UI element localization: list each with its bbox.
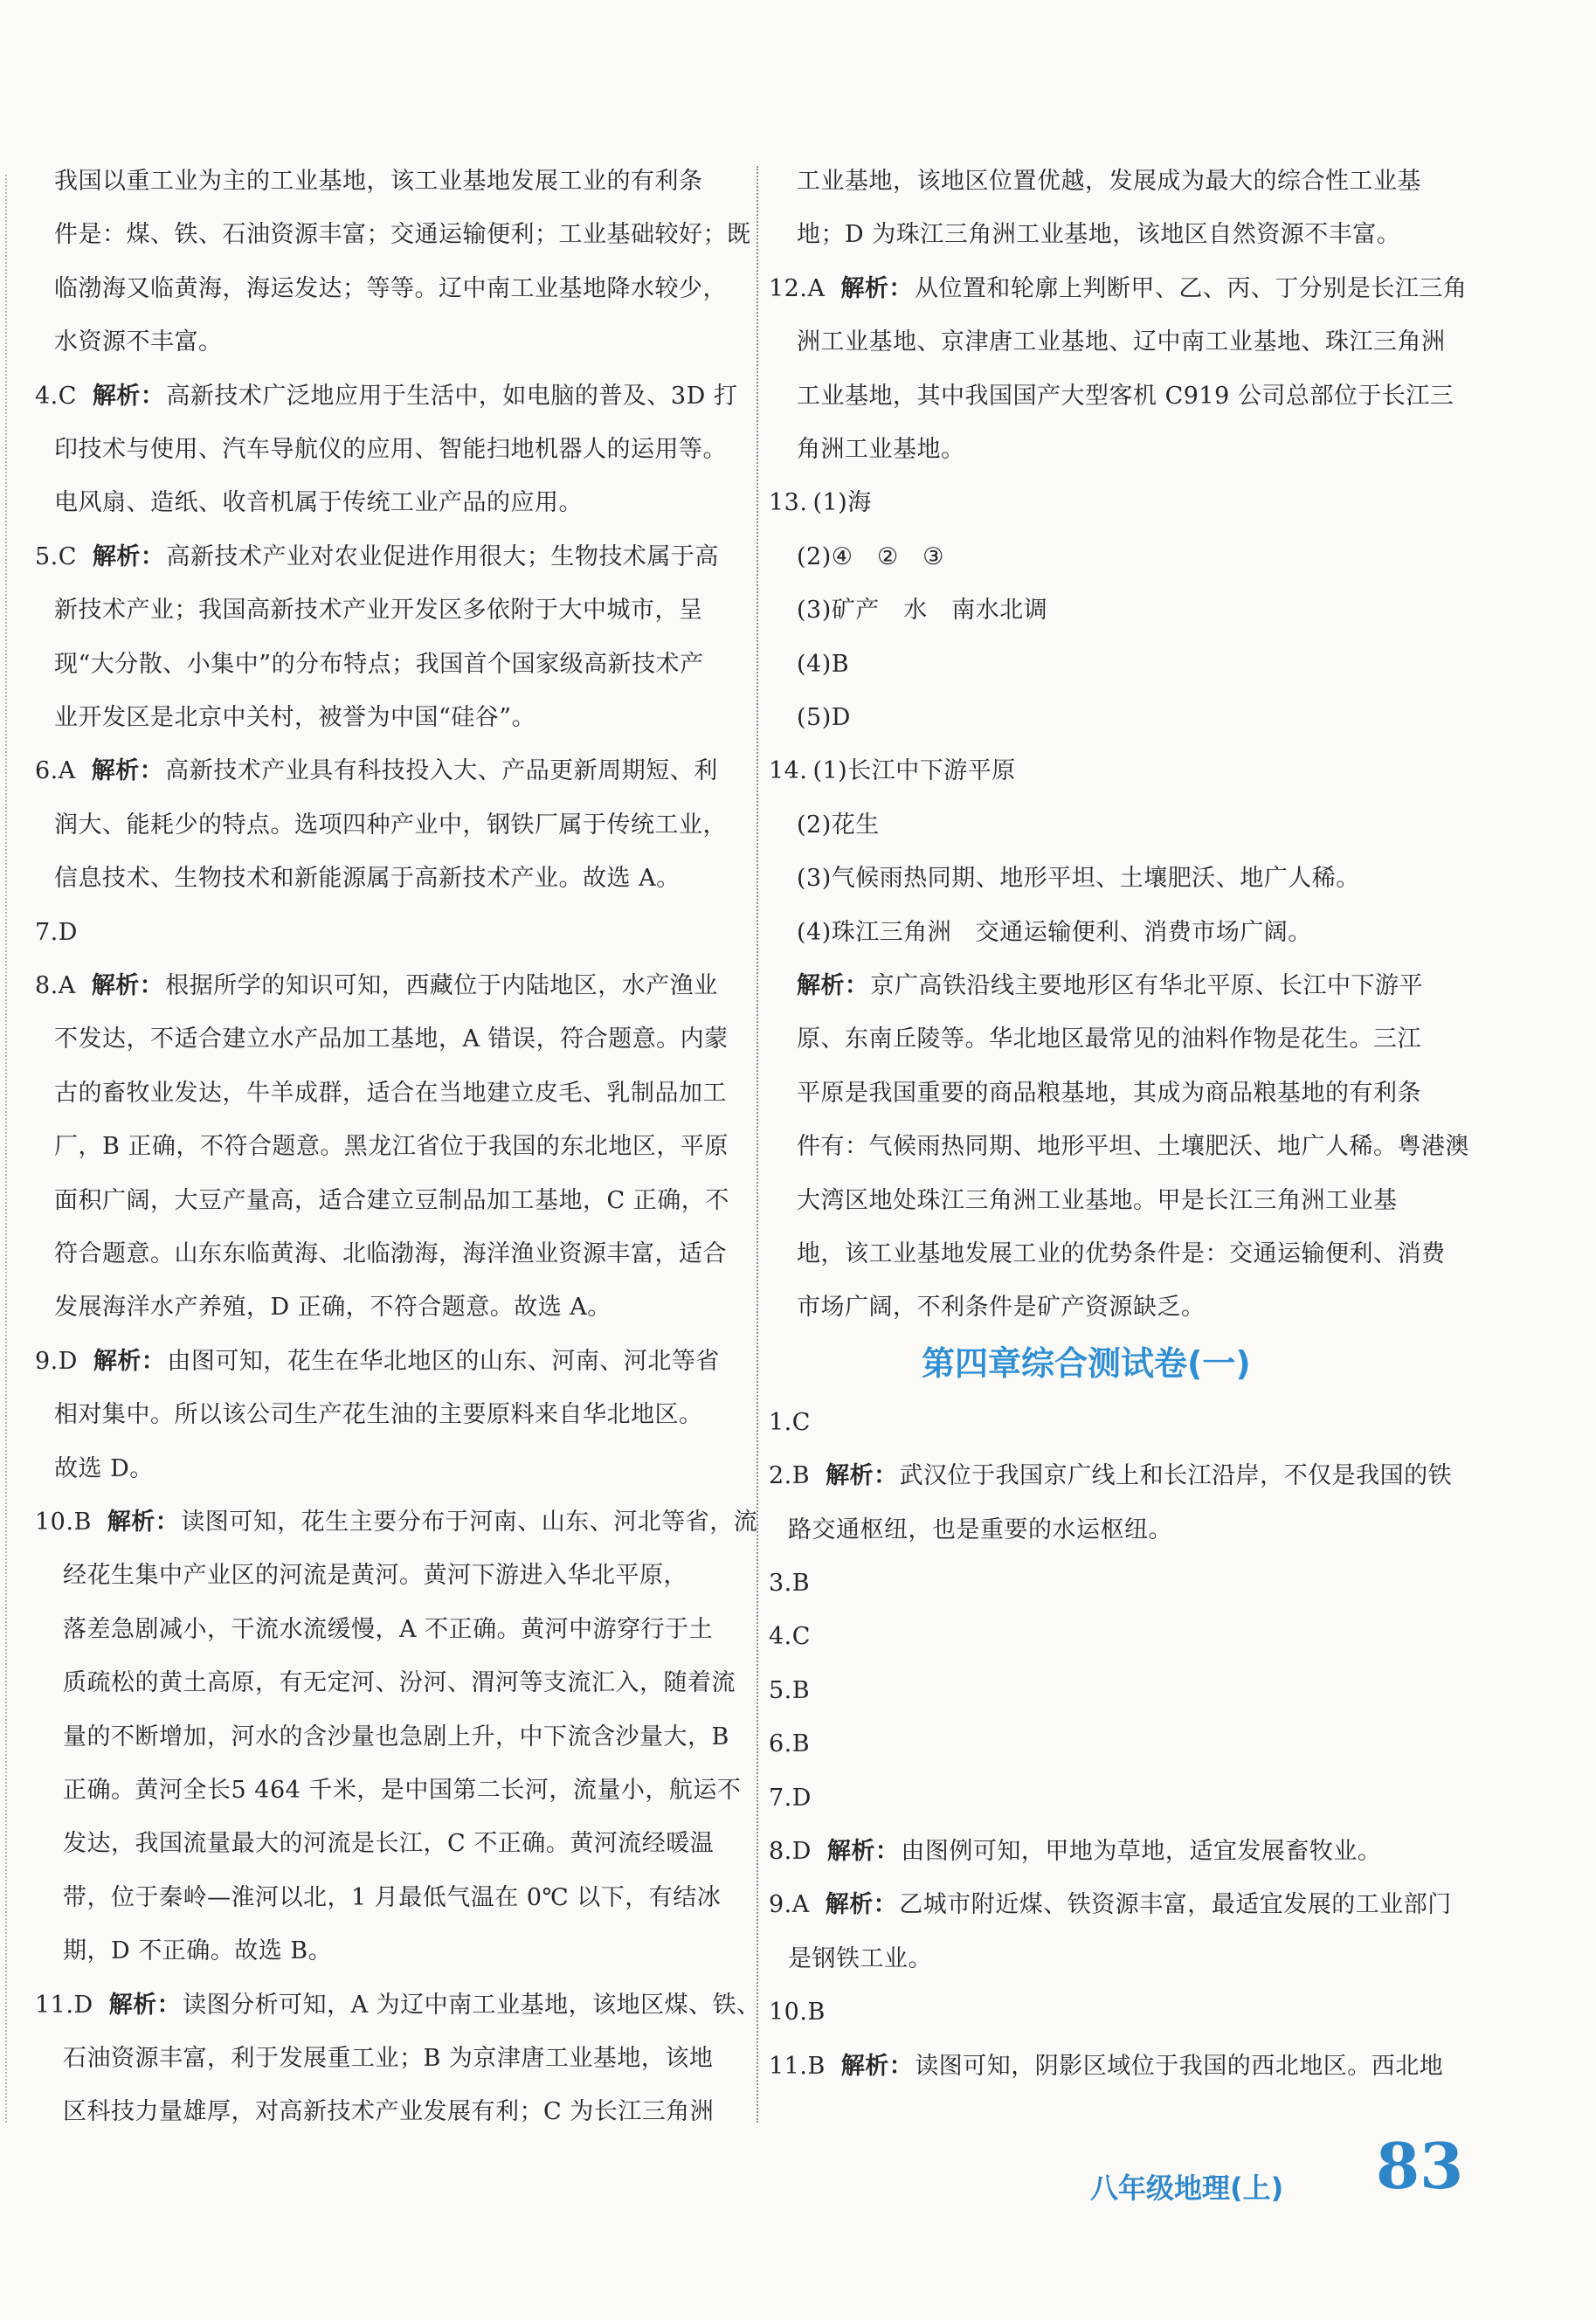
answer-line <box>63 1934 332 1969</box>
question-number: 6.A <box>35 757 76 785</box>
answer-item <box>769 1834 1381 1869</box>
answer-text: 发达，我国流量最大的河流是长江，C 不正确。黄河流经暖温 <box>63 1830 715 1858</box>
answer-line <box>54 1452 154 1487</box>
answer-text: (1)长江中下游平原 <box>812 757 1016 785</box>
answer-text: 大湾区地处珠江三角洲工业基地。甲是长江三角洲工业基 <box>797 1186 1398 1214</box>
answer-text: 平原是我国重要的商品粮基地，其成为商品粮基地的有利条 <box>797 1079 1421 1107</box>
answer-line <box>797 1290 1206 1325</box>
analysis-label: 解析： <box>826 1838 900 1865</box>
answer-item <box>35 379 737 414</box>
answer-line <box>63 1612 713 1647</box>
answer-line <box>797 647 849 682</box>
answer-text: 乙城市附近煤、铁资源丰富，最适宜发展的工业部门 <box>899 1891 1452 1919</box>
answer-text: (2)④ ② ③ <box>797 542 944 570</box>
answer-line <box>797 218 1400 252</box>
answer-line <box>54 1129 729 1164</box>
answer-line <box>54 1184 729 1219</box>
answer-line <box>788 1942 932 1977</box>
answer-text: 由图例可知，甲地为草地，适宜发展畜牧业。 <box>901 1838 1382 1865</box>
answer-text: (4)B <box>797 650 850 678</box>
answer-text: 洲工业基地、京津唐工业基地、辽中南工业基地、珠江三角洲 <box>797 328 1446 356</box>
question-number: 1.C <box>769 1408 811 1436</box>
answer-item <box>769 1405 811 1440</box>
answer-text: 从位置和轮廓上判断甲、乙、丙、丁分别是长江三角 <box>914 274 1468 302</box>
answer-text: (3)矿产 水 南水北调 <box>797 597 1048 625</box>
answer-line <box>797 540 944 575</box>
answer-line <box>54 808 727 843</box>
analysis-label: 解析： <box>826 1462 898 1490</box>
footer-grade-subject: 八年级地理(上) <box>1090 2172 1284 2205</box>
analysis-label: 解析： <box>92 382 165 410</box>
question-number: 11.B <box>769 2052 826 2080</box>
answer-text: 高新技术产业具有科技投入大、产品更新周期短、利 <box>165 757 718 785</box>
answer-line <box>54 1076 727 1111</box>
answer-text: 根据所学的知识可知，西藏位于内陆地区，水产渔业 <box>165 972 718 999</box>
answer-text: 原、东南丘陵等。华北地区最常见的油料作物是花生。三江 <box>797 1025 1421 1053</box>
answer-line <box>54 1022 729 1057</box>
answer-text: 件是：煤、铁、石油资源丰富；交通运输便利；工业基础较好；既 <box>54 221 751 249</box>
answer-text: 高新技术广泛地应用于生活中，如电脑的普及、3D 打 <box>166 382 738 410</box>
answer-text: 面积广阔，大豆产量高，适合建立豆制品加工基地，C 正确，不 <box>54 1186 729 1214</box>
answer-text: 石油资源丰富，利于发展重工业；B 为京津唐工业基地，该地 <box>63 2045 714 2072</box>
answer-line <box>54 1290 611 1325</box>
answer-text: 质疏松的黄土高原，有无定河、汾河、渭河等支流汇入，随着流 <box>63 1669 736 1697</box>
answer-line <box>797 432 965 467</box>
answer-text: 读图可知，阴影区域位于我国的西北地区。西北地 <box>915 2052 1444 2080</box>
answer-line <box>797 808 880 843</box>
question-number: 7.D <box>35 918 78 946</box>
answer-text: 由图可知，花生在华北地区的山东、河南、河北等省 <box>167 1347 720 1375</box>
answer-line <box>54 1398 703 1433</box>
answer-line <box>797 1129 1469 1164</box>
question-number: 8.D <box>769 1838 812 1865</box>
analysis-label: 解析： <box>797 972 869 999</box>
answer-item <box>769 1995 826 2030</box>
answer-item <box>769 1888 1452 1923</box>
answer-line <box>797 379 1454 414</box>
answer-text: 期，D 不正确。故选 B。 <box>63 1937 333 1965</box>
answer-text: 带，位于秦岭—淮河以北，1 月最低气温在 0℃ 以下，有结冰 <box>63 1883 722 1911</box>
analysis-label: 解析： <box>108 1991 182 2019</box>
analysis-label: 解析： <box>840 274 913 302</box>
answer-text: 符合题意。山东东临黄海、北临渤海，海洋渔业资源丰富，适合 <box>54 1240 727 1267</box>
question-number: 5.C <box>35 542 77 570</box>
answer-text: 我国以重工业为主的工业基地，该工业基地发展工业的有利条 <box>54 168 703 195</box>
answer-item <box>35 1505 757 1540</box>
answer-text: 工业基地，该地区位置优越，发展成为最大的综合性工业基 <box>797 168 1421 195</box>
answer-line <box>797 915 1312 950</box>
analysis-label: 解析： <box>825 1891 898 1919</box>
answer-text: 是钢铁工业。 <box>788 1944 932 1972</box>
answer-text: 新技术产业；我国高新技术产业开发区多依附于大中城市，呈 <box>54 597 703 625</box>
answer-item <box>769 486 872 521</box>
analysis-label: 解析： <box>840 2052 914 2080</box>
answer-item <box>35 1988 761 2023</box>
question-number: 6.B <box>769 1730 811 1758</box>
answer-item <box>769 2049 1443 2084</box>
question-number: 4.C <box>35 382 77 410</box>
answer-item <box>769 1459 1452 1494</box>
question-number: 8.A <box>35 972 76 999</box>
answer-text: 发展海洋水产养殖，D 正确，不符合题意。故选 A。 <box>54 1294 611 1322</box>
answer-item <box>35 969 718 1004</box>
answer-line <box>54 593 703 628</box>
answer-item <box>35 915 78 950</box>
answer-text: 电风扇、造纸、收音机属于传统工业产品的应用。 <box>54 489 583 517</box>
analysis-label: 解析： <box>91 972 164 999</box>
answer-line <box>63 2095 714 2130</box>
answer-text: 京广高铁沿线主要地形区有华北平原、长江中下游平 <box>870 972 1423 999</box>
answer-line <box>797 164 1421 199</box>
answer-text: 故选 D。 <box>54 1454 154 1482</box>
answer-text: (4)珠江三角洲 交通运输便利、消费市场广阔。 <box>797 918 1312 946</box>
question-number: 12.A <box>769 274 826 302</box>
question-number: 10.B <box>35 1509 92 1536</box>
answer-text: 正确。黄河全长5 464 千米，是中国第二长河，流量小，航运不 <box>63 1777 742 1804</box>
answer-line <box>54 432 727 467</box>
answer-item <box>769 1674 810 1709</box>
answer-line <box>54 325 223 360</box>
answer-line <box>63 1826 714 1861</box>
page-number: 83 <box>1376 2129 1464 2203</box>
answer-text: (1)海 <box>812 489 872 517</box>
answer-item <box>769 1619 811 1654</box>
answer-line <box>797 1022 1421 1057</box>
answer-text: 量的不断增加，河水的含沙量也急剧上升，中下流含沙量大，B <box>63 1723 729 1750</box>
answer-item <box>35 754 718 789</box>
answer-item <box>769 1781 812 1816</box>
answer-text: (3)气候雨热同期、地形平坦、土壤肥沃、地广人稀。 <box>797 865 1360 893</box>
answer-line <box>54 164 703 199</box>
analysis-label: 解析： <box>92 542 165 570</box>
answer-line <box>63 2041 713 2076</box>
answer-text: 路交通枢纽，也是重要的水运枢纽。 <box>788 1516 1172 1543</box>
answer-text: 水资源不丰富。 <box>54 328 223 356</box>
answer-text: 印技术与使用、汽车导航仪的应用、智能扫地机器人的运用等。 <box>54 436 727 463</box>
answer-line <box>54 861 681 896</box>
answer-text: 现“大分散、小集中”的分布特点；我国首个国家级高新技术产 <box>54 650 704 678</box>
answer-text: 读图分析可知，A 为辽中南工业基地，该地区煤、铁、 <box>183 1991 761 2019</box>
answer-text: 落差急剧减小，干流水流缓慢，A 不正确。黄河中游穿行于土 <box>63 1615 714 1643</box>
answer-line <box>54 701 535 735</box>
answer-text: 高新技术产业对农业促进作用很大；生物技术属于高 <box>166 542 719 570</box>
answer-line <box>797 1184 1398 1219</box>
analysis-label: 解析： <box>91 757 164 785</box>
question-number: 3.B <box>769 1570 811 1597</box>
analysis-label: 解析： <box>93 1347 166 1375</box>
answer-item <box>35 540 719 575</box>
answer-line <box>63 1720 729 1755</box>
answer-line <box>63 1773 741 1808</box>
answer-text: 相对集中。所以该公司生产花生油的主要原料来自华北地区。 <box>54 1401 703 1429</box>
question-number: 7.D <box>769 1784 812 1812</box>
answer-line <box>63 1558 687 1593</box>
answer-text: 地；D 为珠江三角洲工业基地，该地区自然资源不丰富。 <box>797 221 1401 249</box>
answer-line <box>797 1076 1421 1111</box>
question-number: 4.C <box>769 1623 811 1651</box>
answer-line <box>54 486 583 521</box>
answer-text: (2)花生 <box>797 811 880 839</box>
answer-item <box>769 1727 810 1762</box>
answer-text: 不发达，不适合建立水产品加工基地，A 错误，符合题意。内蒙 <box>54 1025 729 1053</box>
question-number: 11.D <box>35 1991 93 2019</box>
answer-item <box>769 272 1467 307</box>
answer-line <box>788 1513 1172 1548</box>
answer-item <box>35 1344 720 1379</box>
margin-rule <box>5 175 7 2123</box>
answer-line <box>54 647 704 682</box>
answer-text: 读图可知，花生主要分布于河南、山东、河北等省，流 <box>181 1509 758 1536</box>
answer-line <box>63 1881 721 1916</box>
answer-line <box>797 861 1360 896</box>
answer-text: 市场广阔，不利条件是矿产资源缺乏。 <box>797 1294 1206 1322</box>
answer-item <box>769 754 1016 789</box>
answer-text: 古的畜牧业发达，牛羊成群，适合在当地建立皮毛、乳制品加工 <box>54 1079 727 1107</box>
answer-text: 临渤海又临黄海，海运发达；等等。辽中南工业基地降水较少， <box>54 274 727 302</box>
question-number: 9.A <box>769 1891 810 1919</box>
section-title: 第四章综合测试卷(一) <box>922 1343 1251 1383</box>
answer-text: 业开发区是北京中关村，被誉为中国“硅谷”。 <box>54 704 536 731</box>
answer-text: 厂，B 正确，不符合题意。黑龙江省位于我国的东北地区，平原 <box>54 1133 729 1161</box>
answer-text: 地，该工业基地发展工业的优势条件是：交通运输便利、消费 <box>797 1240 1446 1267</box>
answer-text: 经花生集中产业区的河流是黄河。黄河下游进入华北平原， <box>63 1562 687 1590</box>
answer-text: 信息技术、生物技术和新能源属于高新技术产业。故选 A。 <box>54 865 681 893</box>
answer-text: 角洲工业基地。 <box>797 436 965 463</box>
question-number: 13. <box>769 489 808 517</box>
answer-item <box>769 1566 810 1601</box>
question-number: 10.B <box>769 1999 826 2027</box>
answer-line <box>797 969 1423 1004</box>
answer-text: 区科技力量雄厚，对高新技术产业发展有利；C 为长江三角洲 <box>63 2098 715 2126</box>
analysis-label: 解析： <box>107 1509 180 1536</box>
answer-line <box>797 325 1446 360</box>
answer-line <box>54 272 727 307</box>
answer-line <box>797 701 851 735</box>
answer-line <box>54 218 751 252</box>
question-number: 9.D <box>35 1347 78 1375</box>
column-divider <box>757 166 758 2123</box>
answer-text: 武汉位于我国京广线上和长江沿岸，不仅是我国的铁 <box>899 1462 1453 1490</box>
answer-line <box>797 1237 1446 1272</box>
answer-text: 润大、能耗少的特点。选项四种产业中，钢铁厂属于传统工业， <box>54 811 727 839</box>
question-number: 5.B <box>769 1676 811 1704</box>
answer-text: 件有：气候雨热同期、地形平坦、土壤肥沃、地广人稀。粤港澳 <box>797 1133 1469 1161</box>
question-number: 14. <box>769 757 808 785</box>
answer-text: 工业基地，其中我国国产大型客机 C919 公司总部位于长江三 <box>797 382 1454 410</box>
answer-line <box>54 1237 727 1272</box>
question-number: 2.B <box>769 1462 811 1490</box>
answer-line <box>63 1666 736 1701</box>
answer-line <box>797 593 1047 628</box>
answer-text: (5)D <box>797 704 851 731</box>
